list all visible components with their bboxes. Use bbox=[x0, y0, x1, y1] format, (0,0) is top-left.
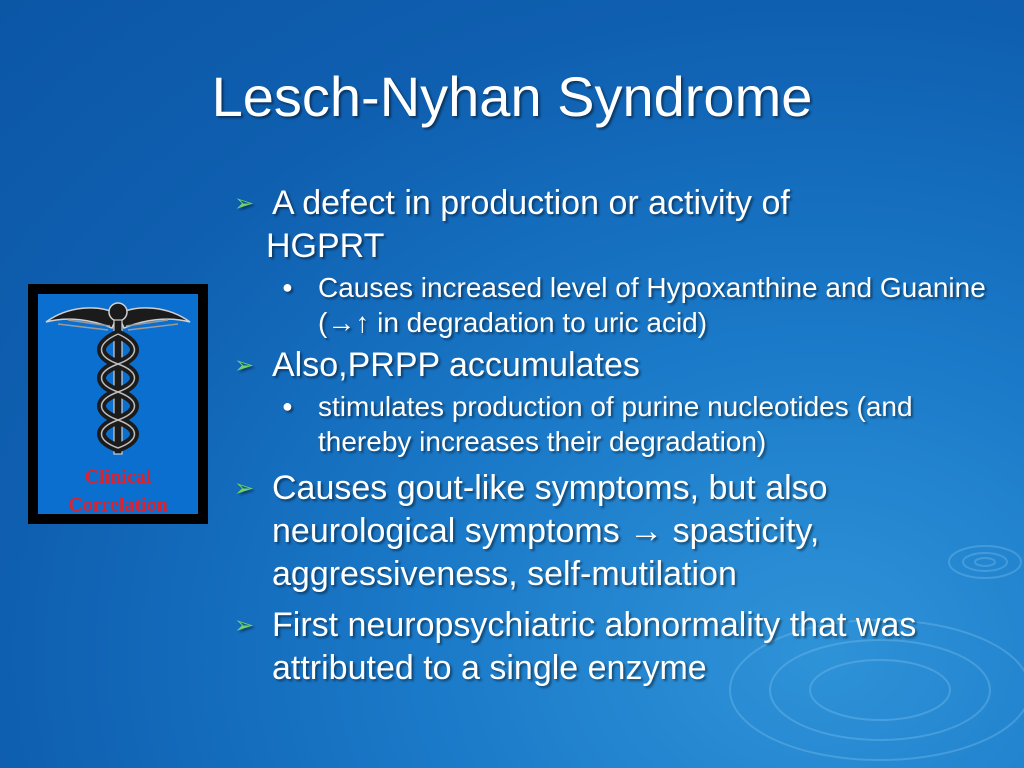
caduceus-icon bbox=[38, 294, 198, 464]
logo-label-line1: Clinical bbox=[84, 466, 152, 488]
bullet-text-continuation: HGPRT bbox=[266, 227, 385, 265]
bullet-item bbox=[230, 182, 1010, 268]
sub-bullet-item bbox=[230, 389, 1010, 459]
dot-bullet-icon: ● bbox=[282, 396, 293, 416]
bullet-text: A defect in production or activity of bbox=[272, 184, 790, 222]
arrow-bullet-icon: ➢ bbox=[234, 190, 255, 217]
bullet-text: Causes gout-like symptoms, but also neurological symptoms → spasticity, aggressiveness, self-mutilation bbox=[272, 469, 828, 593]
logo-panel bbox=[38, 294, 198, 514]
bullet-item bbox=[230, 604, 1010, 690]
sub-bullet-text: Causes increased level of Hypoxanthine and Guanine (→↑ in degradation to uric acid) bbox=[318, 272, 986, 338]
bullet-item bbox=[230, 467, 1010, 596]
logo-label-line2: Correlation bbox=[68, 494, 168, 516]
slide-title: Lesch-Nyhan Syndrome bbox=[211, 65, 813, 128]
arrow-bullet-icon: ➢ bbox=[234, 352, 255, 379]
bullet-text: Also,PRPP accumulates bbox=[272, 346, 640, 384]
arrow-bullet-icon: ➢ bbox=[234, 475, 255, 502]
sub-bullet-text: stimulates production of purine nucleotides (and thereby increases their degradation) bbox=[318, 391, 913, 457]
sub-bullet-item bbox=[230, 270, 1010, 340]
bullet-text: First neuropsychiatric abnormality that was attributed to a single enzyme bbox=[272, 606, 917, 687]
clinical-correlation-logo bbox=[28, 284, 208, 524]
bullet-list bbox=[230, 182, 1010, 690]
dot-bullet-icon: ● bbox=[282, 277, 293, 297]
bullet-item bbox=[230, 344, 1010, 387]
arrow-bullet-icon: ➢ bbox=[234, 612, 255, 639]
